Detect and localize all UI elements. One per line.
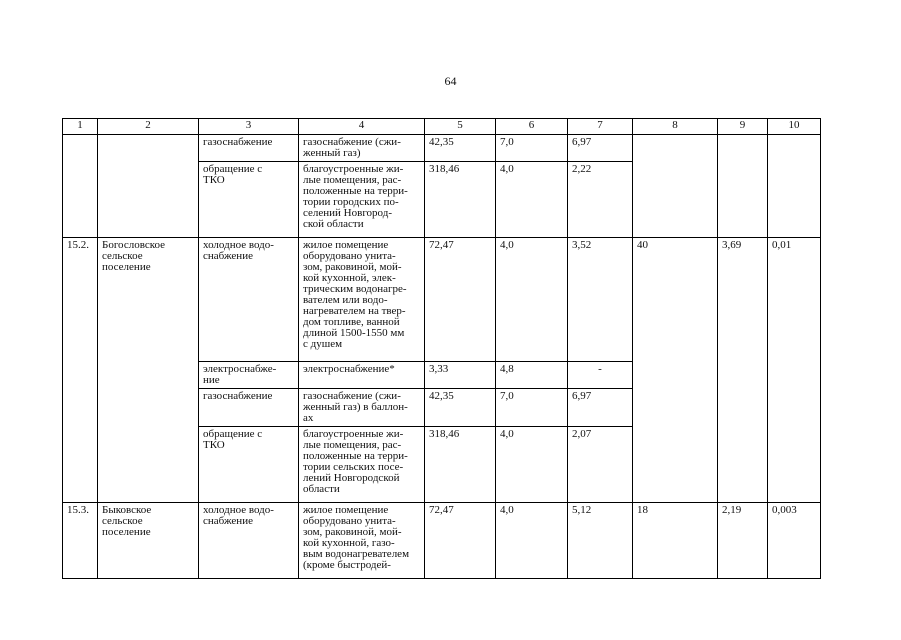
header-cell: 8 — [633, 119, 718, 135]
value-cell: 2,19 — [718, 503, 768, 579]
header-cell: 4 — [299, 119, 425, 135]
header-cell: 9 — [718, 119, 768, 135]
value-cell: 40 — [633, 238, 718, 503]
header-cell: 10 — [768, 119, 821, 135]
value-cell: 2,07 — [568, 427, 633, 503]
description-cell: газоснабжение (сжи- женный газ) в баллон- ах — [299, 389, 425, 427]
value-cell: 72,47 — [425, 503, 496, 579]
value-cell: 72,47 — [425, 238, 496, 362]
settlement-name-cell — [98, 135, 199, 238]
settlement-name-cell: Быковское сельское поселение — [98, 503, 199, 579]
description-cell: жилое помещение оборудовано унита- зом, раковиной, мой- кой кухонной, элек- трическим водонагре- вателем или водо- нагревателем на твер- дом топливе, ванной длиной 1500-1550 мм с душем — [299, 238, 425, 362]
service-cell: обращение с ТКО — [199, 427, 299, 503]
value-cell: 4,8 — [496, 362, 568, 389]
row-number-cell: 15.3. — [63, 503, 98, 579]
service-cell: газоснабжение — [199, 389, 299, 427]
value-cell: 42,35 — [425, 135, 496, 162]
value-cell: 4,0 — [496, 238, 568, 362]
value-cell: 5,12 — [568, 503, 633, 579]
header-cell: 7 — [568, 119, 633, 135]
value-cell: 4,0 — [496, 427, 568, 503]
value-cell — [768, 135, 821, 238]
value-cell: 4,0 — [496, 162, 568, 238]
table-row — [63, 238, 821, 362]
value-cell: 318,46 — [425, 162, 496, 238]
value-cell: 7,0 — [496, 135, 568, 162]
service-cell: газоснабжение — [199, 135, 299, 162]
value-cell: 42,35 — [425, 389, 496, 427]
value-cell: 3,52 — [568, 238, 633, 362]
description-cell: газоснабжение (сжи- женный газ) — [299, 135, 425, 162]
service-cell: холодное водо- снабжение — [199, 503, 299, 579]
header-cell: 5 — [425, 119, 496, 135]
description-cell: жилое помещение оборудовано унита- зом, раковиной, мой- кой кухонной, газо- вым водонагревателем (кроме быстродей- — [299, 503, 425, 579]
value-cell — [718, 135, 768, 238]
value-cell: 0,003 — [768, 503, 821, 579]
value-cell: 2,22 — [568, 162, 633, 238]
service-cell: обращение с ТКО — [199, 162, 299, 238]
value-cell: 7,0 — [496, 389, 568, 427]
description-cell: электроснабжение* — [299, 362, 425, 389]
description-cell: благоустроенные жи- лые помещения, рас- положенные на терри- тории сельских посе- лений Новгородской области — [299, 427, 425, 503]
tariff-table — [62, 118, 821, 579]
header-cell: 3 — [199, 119, 299, 135]
header-cell: 2 — [98, 119, 199, 135]
description-cell: благоустроенные жи- лые помещения, рас- положенные на терри- тории городских по- селений Новгород- ской области — [299, 162, 425, 238]
table-row — [63, 135, 821, 162]
service-cell: электроснабже- ние — [199, 362, 299, 389]
value-cell: 3,33 — [425, 362, 496, 389]
row-number-cell: 15.2. — [63, 238, 98, 503]
row-number-cell — [63, 135, 98, 238]
table-header-row — [63, 119, 821, 135]
table-row — [63, 503, 821, 579]
settlement-name-cell: Богословское сельское поселение — [98, 238, 199, 503]
header-cell: 1 — [63, 119, 98, 135]
value-cell — [633, 135, 718, 238]
value-cell: 0,01 — [768, 238, 821, 503]
value-cell: 18 — [633, 503, 718, 579]
value-cell: 3,69 — [718, 238, 768, 503]
value-cell: 6,97 — [568, 135, 633, 162]
value-cell: 4,0 — [496, 503, 568, 579]
value-cell: - — [568, 362, 633, 389]
value-cell: 6,97 — [568, 389, 633, 427]
header-cell: 6 — [496, 119, 568, 135]
service-cell: холодное водо- снабжение — [199, 238, 299, 362]
value-cell: 318,46 — [425, 427, 496, 503]
page-number: 64 — [444, 74, 457, 88]
